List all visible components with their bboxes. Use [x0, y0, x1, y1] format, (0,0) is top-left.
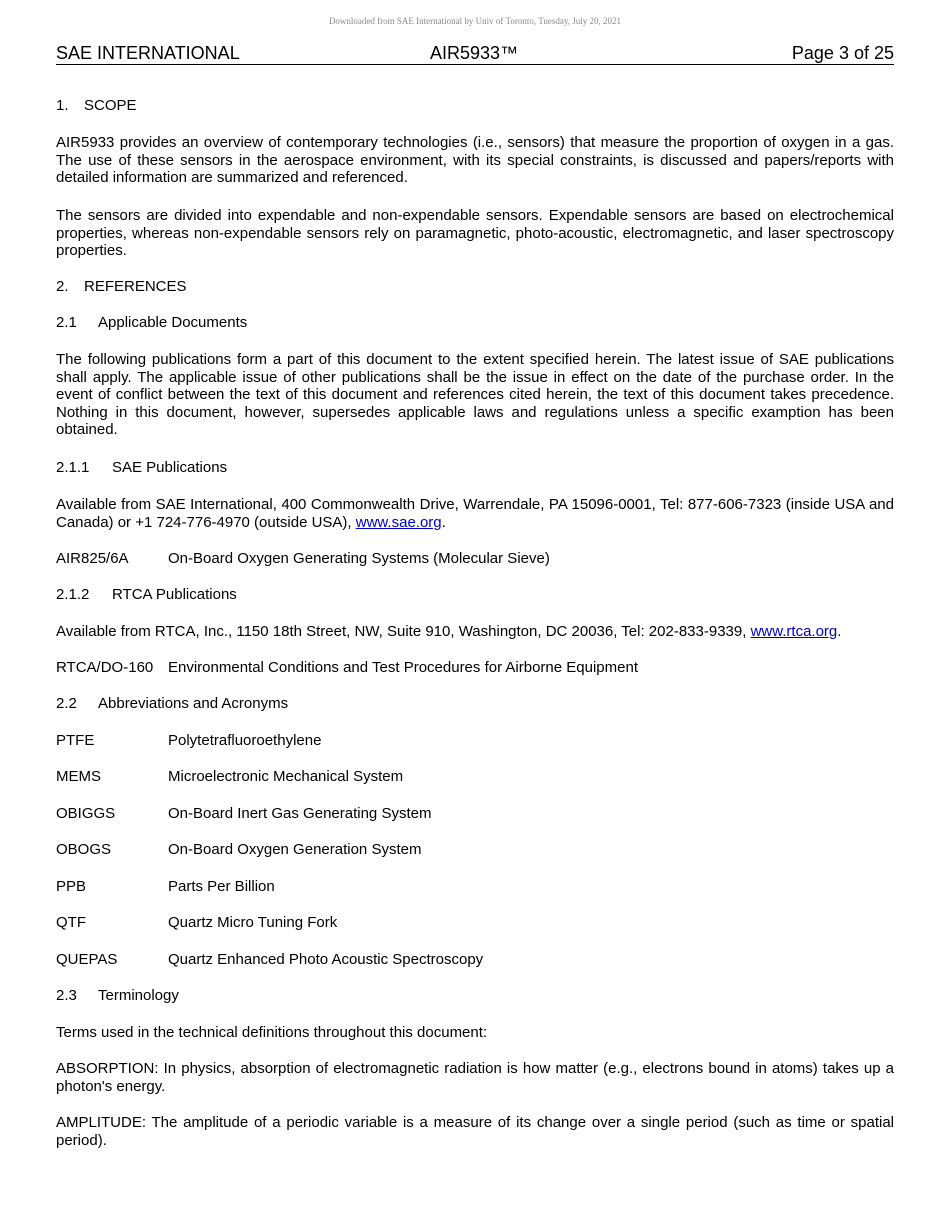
- section-number: 2.1.2: [56, 586, 90, 603]
- abbreviation-row: [56, 805, 894, 823]
- section-title: Abbreviations and Acronyms: [98, 695, 289, 712]
- abbreviation-row: [56, 841, 894, 859]
- section-number: 2.3: [56, 987, 77, 1004]
- scope-paragraph-2: The sensors are divided into expendable and non-expendable sensors. Expendable sensors are based on electrochemical properties, whereas non-expendable sensors rely on paramagnetic, photo-acoustic, electromagnetic, and laser spectroscopy properties.: [56, 207, 894, 259]
- abbreviation: PTFE: [56, 732, 95, 749]
- section-2-heading: [56, 278, 894, 296]
- sae-availability-end: .: [441, 513, 446, 531]
- section-1-heading: [56, 97, 894, 115]
- reference-row-air825: [56, 550, 894, 568]
- reference-id: AIR825/6A: [56, 550, 129, 567]
- abbreviation: QUEPAS: [56, 951, 118, 968]
- abbreviation-definition: On-Board Inert Gas Generating System: [168, 805, 432, 822]
- header-doc-id: AIR5933™: [430, 43, 519, 63]
- section-title: Terminology: [98, 987, 179, 1004]
- abbreviation-row: [56, 951, 894, 969]
- abbreviation: OBIGGS: [56, 805, 116, 822]
- section-number: 2.1.1: [56, 459, 90, 476]
- section-2-2-heading: [56, 695, 894, 713]
- section-2-1-2-heading: [56, 586, 894, 604]
- section-number: 2.1: [56, 314, 77, 331]
- rtca-availability-paragraph: [56, 623, 894, 641]
- abbreviation-row: [56, 914, 894, 932]
- abbreviation-definition: Quartz Micro Tuning Fork: [168, 914, 338, 931]
- scope-paragraph-1: AIR5933 provides an overview of contemporary technologies (i.e., sensors) that measure the proportion of oxygen in a gas. The use of these sensors in the aerospace environment, with its special constraints, is discussed and papers/reports with detailed information are summarized and referenced.: [56, 134, 894, 186]
- section-2-1-1-heading: [56, 459, 894, 477]
- abbreviation: MEMS: [56, 768, 101, 785]
- section-title: SAE Publications: [112, 459, 228, 476]
- sae-availability-paragraph: [56, 496, 894, 531]
- section-title: RTCA Publications: [112, 586, 237, 603]
- page-header: [56, 43, 894, 65]
- section-title: Applicable Documents: [98, 314, 248, 331]
- abbreviation-definition: On-Board Oxygen Generation System: [168, 841, 422, 858]
- section-number: 2.: [56, 278, 69, 295]
- applicable-documents-paragraph: The following publications form a part of this document to the extent specified herein. The latest issue of SAE publications shall apply. The applicable issue of other publications shall be the issue in effect on the date of the purchase order. In the event of conflict between the text of this document and references cited herein, the text of this document takes precedence. Nothing in this document, however, supersedes applicable laws and regulations unless a specific examption has been obtained.: [56, 351, 894, 438]
- section-number: 1.: [56, 97, 69, 114]
- header-org: SAE INTERNATIONAL: [56, 43, 240, 63]
- abbreviation-definition: Microelectronic Mechanical System: [168, 768, 404, 785]
- header-page-number: Page 3 of 25: [791, 43, 894, 63]
- section-title: REFERENCES: [84, 278, 187, 295]
- abbreviation-definition: Polytetrafluoroethylene: [168, 732, 322, 749]
- rtca-availability-text: Available from RTCA, Inc., 1150 18th Street, NW, Suite 910, Washington, DC 20036, Tel: 202-833-9339,: [56, 623, 751, 640]
- abbreviation: PPB: [56, 878, 87, 895]
- abbreviation-row: [56, 878, 894, 896]
- section-2-1-heading: [56, 314, 894, 332]
- abbreviation: OBOGS: [56, 841, 112, 858]
- reference-row-do160: [56, 659, 894, 677]
- section-number: 2.2: [56, 695, 77, 712]
- rtca-website-link[interactable]: www.rtca.org: [750, 623, 838, 640]
- sae-website-link[interactable]: www.sae.org: [355, 513, 442, 531]
- definition-amplitude: AMPLITUDE: The amplitude of a periodic variable is a measure of its change over a single period (such as time or spatial period).: [56, 1114, 894, 1149]
- abbreviation: QTF: [56, 914, 86, 931]
- abbreviation-row: [56, 768, 894, 786]
- section-2-3-heading: [56, 987, 894, 1005]
- sae-availability-text: Available from SAE International, 400 Commonwealth Drive, Warrendale, PA 15096-0001, Tel: 877-606-7323 (inside USA and Canada) or +1 724-776-4970 (outside USA),: [56, 496, 894, 531]
- download-watermark: Downloaded from SAE International by Univ of Toronto, Tuesday, July 20, 2021: [328, 16, 622, 26]
- abbreviation-row: [56, 732, 894, 750]
- abbreviation-definition: Parts Per Billion: [168, 878, 275, 895]
- terminology-intro: Terms used in the technical definitions throughout this document:: [56, 1024, 488, 1041]
- definition-absorption: ABSORPTION: In physics, absorption of electromagnetic radiation is how matter (e.g., electrons bound in atoms) takes up a photon's energy.: [56, 1060, 894, 1095]
- abbreviation-definition: Quartz Enhanced Photo Acoustic Spectroscopy: [168, 951, 484, 968]
- reference-title: On-Board Oxygen Generating Systems (Molecular Sieve): [168, 550, 550, 567]
- rtca-availability-end: .: [837, 623, 842, 640]
- reference-title: Environmental Conditions and Test Procedures for Airborne Equipment: [168, 659, 638, 676]
- section-title: SCOPE: [84, 97, 137, 114]
- reference-id: RTCA/DO-160: [56, 659, 154, 676]
